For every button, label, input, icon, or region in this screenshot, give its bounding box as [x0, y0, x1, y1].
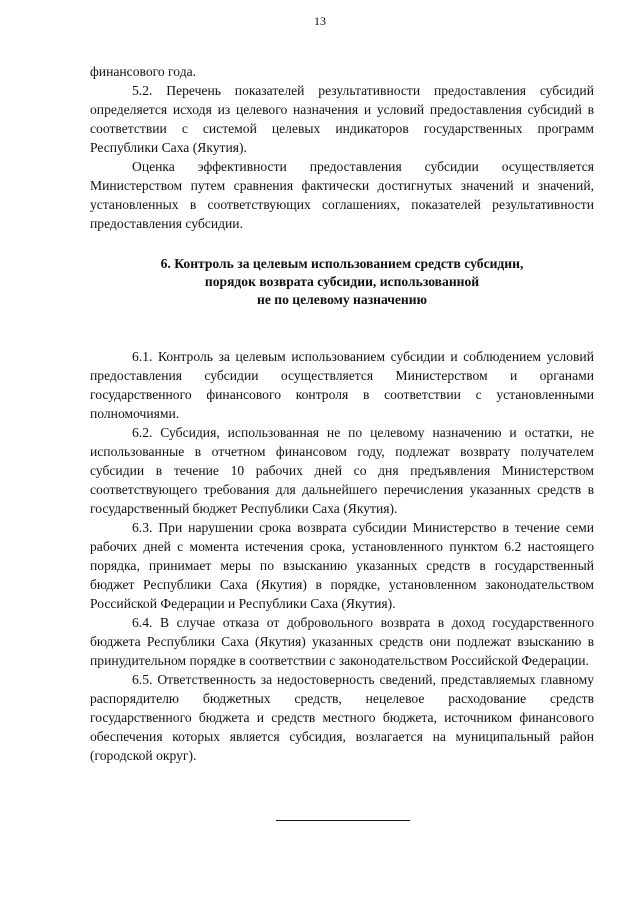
end-divider-line	[276, 820, 410, 821]
section-6-heading	[90, 255, 594, 309]
section-6-heading-line-1: 6. Контроль за целевым использованием средств субсидии,	[160, 256, 524, 271]
paragraph-6-4: 6.4. В случае отказа от добровольного возврата в доход государственного бюджета Республики Саха (Якутия) указанных средств они подлежат взысканию в принудительном порядке в соответствии с законодательством Российской Федерации.	[90, 615, 594, 668]
paragraph-6-3: 6.3. При нарушении срока возврата субсидии Министерство в течение семи рабочих дней с момента истечения срока, установленного пунктом 6.2 настоящего порядка, принимает меры по взысканию указанных средств в государственный бюджет Республики Саха (Якутия) в порядке, установленном законодательством Российской Федерации и Республики Саха (Якутия).	[90, 520, 594, 611]
document-body	[90, 62, 594, 765]
paragraph-evaluation: Оценка эффективности предоставления субсидии осуществляется Министерством путем сравнения фактически достигнутых значений и значений, установленных в соответствующих соглашениях, показателей результативности предоставления субсидии.	[90, 159, 594, 231]
section-6-heading-line-2: порядок возврата субсидии, использованной	[204, 274, 480, 289]
paragraph-6-5: 6.5. Ответственность за недостоверность сведений, представляемых главному распорядителю бюджетных средств, нецелевое расходование средств государственного бюджета и средств местного бюджета, источником финансового обеспечения которых является субсидия, возлагается на муниципальный район (городской округ).	[90, 672, 594, 763]
paragraph-5-2: 5.2. Перечень показателей результативности предоставления субсидий определяется исходя из целевого назначения и условий предоставления субсидий в соответствии с системой целевых индикаторов государственных программ Республики Саха (Якутия).	[90, 83, 594, 155]
paragraph-6-2: 6.2. Субсидия, использованная не по целевому назначению и остатки, не использованные в отчетном финансовом году, подлежат возврату получателем субсидии в течение 10 рабочих дней со дня предъявления Министерством соответствующего требования для дальнейшего перечисления указанных средств в государственный бюджет Республики Саха (Якутия).	[90, 425, 594, 516]
paragraph-continuation: финансового года.	[90, 64, 197, 79]
page-number: 13	[314, 14, 326, 28]
paragraph-6-1: 6.1. Контроль за целевым использованием субсидии и соблюдением условий предоставления субсидии осуществляется Министерством и органами государственного финансового контроля в соответствии с установленными полномочиями.	[90, 349, 594, 421]
section-6-heading-line-3: не по целевому назначению	[257, 292, 427, 307]
